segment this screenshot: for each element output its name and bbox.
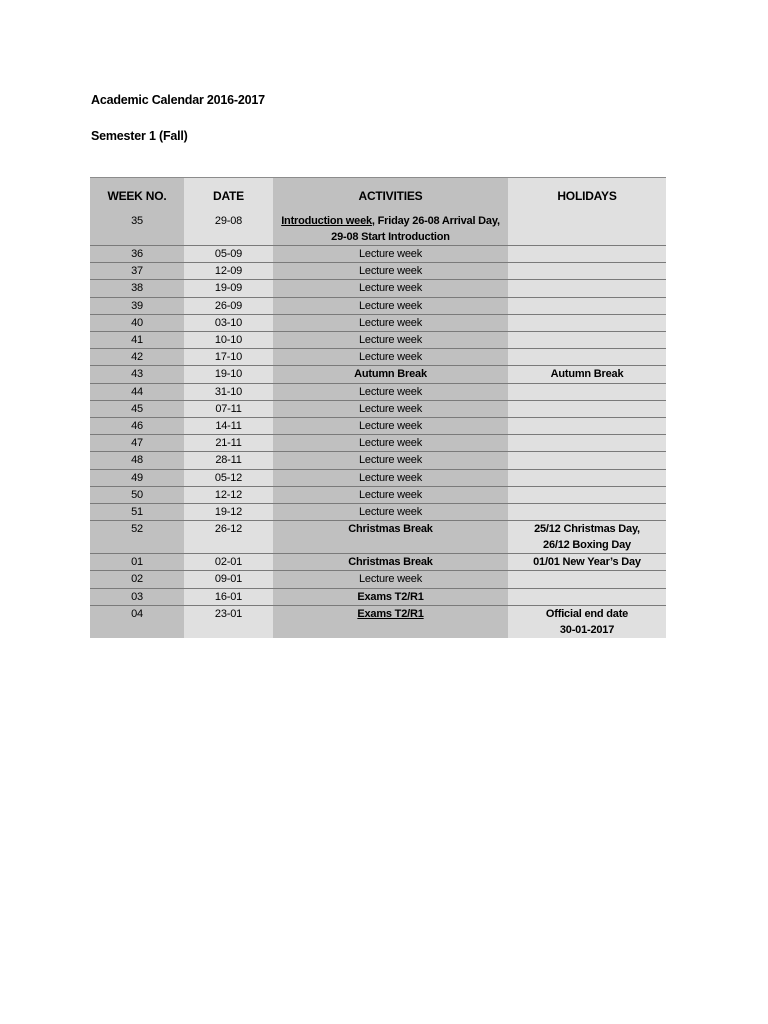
activity-cell: Lecture week [273,486,508,503]
table-row [90,571,666,588]
activity-cell: Lecture week [273,418,508,435]
semester-heading: Semester 1 (Fall) [91,129,188,143]
activity-cell: Lecture week [273,383,508,400]
table-row [90,400,666,417]
activity-cell: Lecture week [273,469,508,486]
table-row [90,366,666,383]
week-cell: 44 [90,383,184,400]
activity-cell: Lecture week [273,246,508,263]
activity-cell: Lecture week [273,349,508,366]
holiday-cell: 25/12 Christmas Day, 26/12 Boxing Day [508,521,666,554]
table-row [90,280,666,297]
date-cell: 19-09 [184,280,273,297]
table-row [90,314,666,331]
header-activities: ACTIVITIES [273,178,508,214]
holiday-cell [508,400,666,417]
week-cell: 46 [90,418,184,435]
activity-cell: Lecture week [273,452,508,469]
date-cell: 12-09 [184,263,273,280]
date-cell: 03-10 [184,314,273,331]
table-row [90,452,666,469]
week-cell: 03 [90,588,184,605]
week-cell: 01 [90,554,184,571]
table-row [90,349,666,366]
holiday-cell [508,349,666,366]
holiday-cell [508,452,666,469]
holiday-cell: Autumn Break [508,366,666,383]
week-cell: 04 [90,605,184,638]
date-cell: 28-11 [184,452,273,469]
activity-cell: Lecture week [273,332,508,349]
table-row [90,605,666,638]
week-cell: 35 [90,213,184,246]
date-cell: 26-12 [184,521,273,554]
date-cell: 19-10 [184,366,273,383]
activity-cell: Lecture week [273,571,508,588]
date-cell: 26-09 [184,297,273,314]
holiday-cell [508,280,666,297]
table-row [90,383,666,400]
date-cell: 29-08 [184,213,273,246]
holiday-cell [508,469,666,486]
activity-text: Exams T2/R1 [357,607,424,620]
activity-cell: Lecture week [273,400,508,417]
table-row [90,418,666,435]
activity-cell: Lecture week [273,314,508,331]
date-cell: 23-01 [184,605,273,638]
holiday-cell: 01/01 New Year’s Day [508,554,666,571]
week-cell: 38 [90,280,184,297]
table-row [90,297,666,314]
holiday-cell [508,246,666,263]
activity-cell: Lecture week [273,263,508,280]
table-row [90,588,666,605]
activity-cell [273,213,508,246]
week-cell: 43 [90,366,184,383]
date-cell: 10-10 [184,332,273,349]
calendar-table [90,177,666,638]
table-row [90,554,666,571]
week-cell: 36 [90,246,184,263]
table-row [90,263,666,280]
date-cell: 05-12 [184,469,273,486]
table-row [90,521,666,554]
table-row [90,486,666,503]
week-cell: 45 [90,400,184,417]
date-cell: 05-09 [184,246,273,263]
date-cell: 07-11 [184,400,273,417]
activity-text: , Friday 26-08 Arrival Day, 29-08 Start Introduction [331,215,500,243]
week-cell: 51 [90,504,184,521]
date-cell: 14-11 [184,418,273,435]
holiday-cell [508,588,666,605]
activity-cell: Lecture week [273,280,508,297]
week-cell: 40 [90,314,184,331]
week-cell: 02 [90,571,184,588]
holiday-cell [508,297,666,314]
week-cell: 41 [90,332,184,349]
activity-cell: Christmas Break [273,521,508,554]
table-row [90,435,666,452]
date-cell: 19-12 [184,504,273,521]
header-holidays: HOLIDAYS [508,178,666,214]
week-cell: 52 [90,521,184,554]
date-cell: 09-01 [184,571,273,588]
week-cell: 47 [90,435,184,452]
activity-cell: Christmas Break [273,554,508,571]
week-cell: 49 [90,469,184,486]
holiday-cell [508,332,666,349]
holiday-cell [508,435,666,452]
holiday-cell [508,418,666,435]
date-cell: 12-12 [184,486,273,503]
header-date: DATE [184,178,273,214]
table-row [90,332,666,349]
holiday-cell [508,213,666,246]
activity-cell: Lecture week [273,504,508,521]
header-week-no: WEEK NO. [90,178,184,214]
activity-cell [273,605,508,638]
date-cell: 02-01 [184,554,273,571]
week-cell: 42 [90,349,184,366]
table-row [90,504,666,521]
holiday-cell [508,383,666,400]
week-cell: 39 [90,297,184,314]
date-cell: 17-10 [184,349,273,366]
table-header-row [90,178,666,214]
week-cell: 48 [90,452,184,469]
activity-cell: Lecture week [273,435,508,452]
holiday-cell [508,486,666,503]
table-row [90,469,666,486]
table-row [90,213,666,246]
activity-link-text: Introduction week [281,215,372,227]
date-cell: 31-10 [184,383,273,400]
date-cell: 21-11 [184,435,273,452]
activity-cell: Exams T2/R1 [273,588,508,605]
holiday-cell [508,263,666,280]
week-cell: 37 [90,263,184,280]
holiday-cell [508,314,666,331]
activity-cell: Autumn Break [273,366,508,383]
table-row [90,246,666,263]
holiday-cell [508,571,666,588]
date-cell: 16-01 [184,588,273,605]
holiday-cell [508,504,666,521]
document-title: Academic Calendar 2016-2017 [91,93,265,107]
holiday-cell: Official end date 30-01-2017 [508,605,666,638]
week-cell: 50 [90,486,184,503]
activity-cell: Lecture week [273,297,508,314]
